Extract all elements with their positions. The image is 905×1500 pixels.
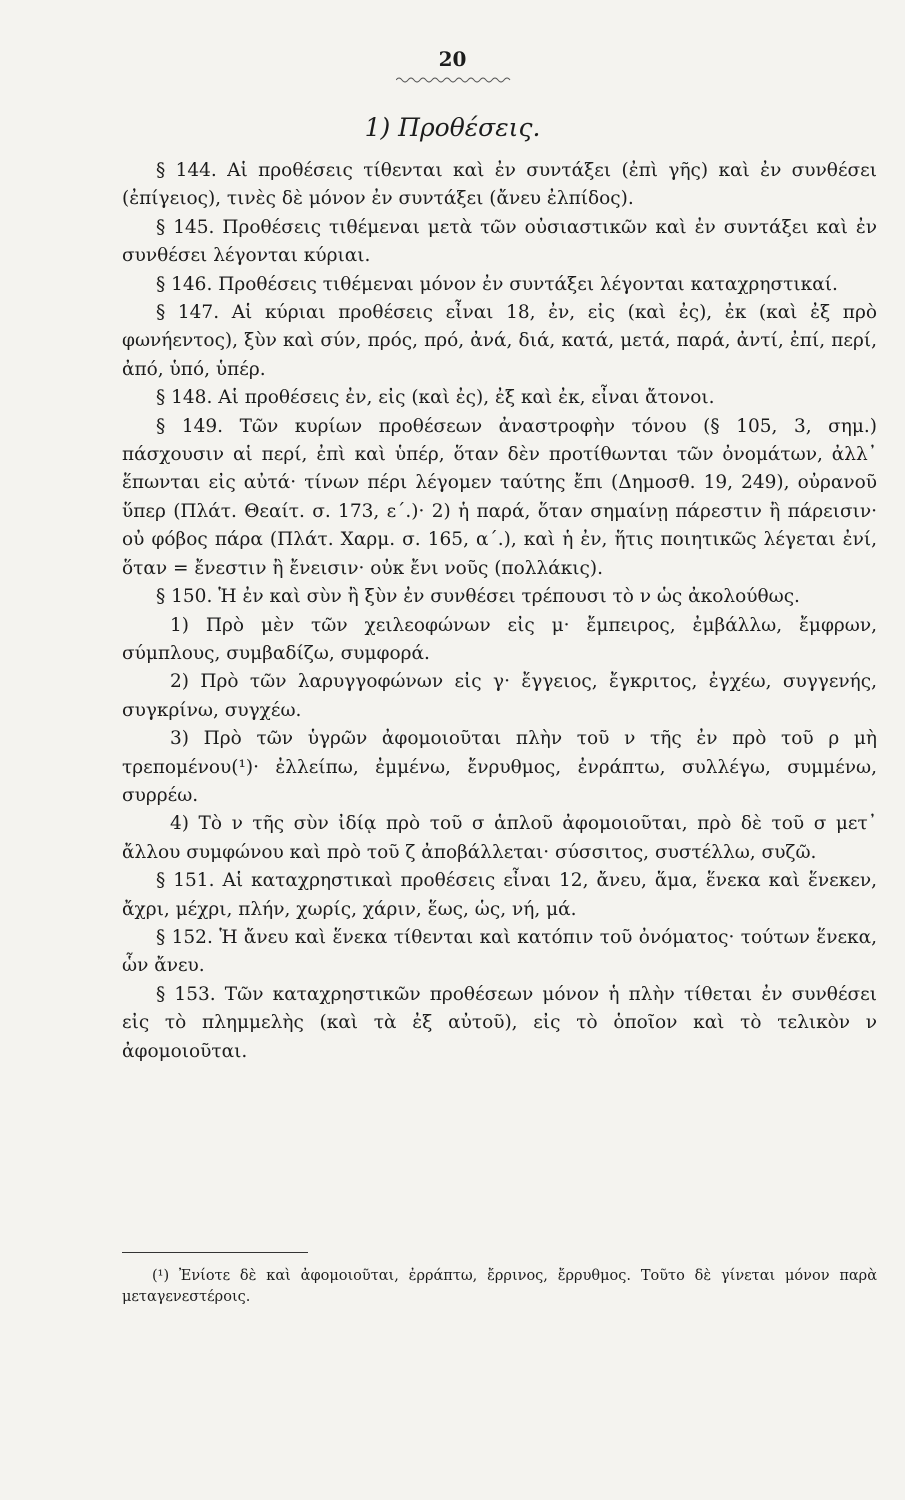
paragraph-152: § 152. Ἡ ἄνευ καὶ ἕνεκα τίθενται καὶ κατόπιν τοῦ ὀνόματος· τούτων ἕνεκα, ὧν ἄνευ.: [122, 926, 877, 977]
paragraph-145: § 145. Προθέσεις τιθέμεναι μετὰ τῶν οὐσιαστικῶν καὶ ἐν συντάξει καὶ ἐν συνθέσει λέγονται κύριαι.: [122, 216, 877, 267]
paragraph-151: § 151. Αἱ καταχρηστικαὶ προθέσεις εἶναι 12, ἄνευ, ἅμα, ἕνεκα καὶ ἕνεκεν, ἄχρι, μέχρι, πλήν, χωρίς, χάριν, ἕως, ὡς, νή, μά.: [122, 870, 877, 920]
paragraph-150-item-2: 2) Πρὸ τῶν λαρυγγοφώνων εἰς γ· ἔγγειος, ἔγκριτος, ἐγχέω, συγγενής, συγκρίνω, συγχέω.: [122, 671, 877, 721]
section-title: 1) Προθέσεις.: [364, 113, 541, 142]
paragraph-148: § 148. Αἱ προθέσεις ἐν, εἰς (καὶ ἐς), ἐξ καὶ ἐκ, εἶναι ἄτονοι.: [156, 387, 715, 409]
page-number: 20: [438, 47, 467, 71]
paragraph-146: § 146. Προθέσεις τιθέμεναι μόνον ἐν συντάξει λέγονται καταχρηστικαί.: [156, 273, 838, 295]
footnote: [122, 1266, 877, 1308]
paragraph-150: § 150. Ἡ ἐν καὶ σὺν ἢ ξὺν ἐν συνθέσει τρέπουσι τὸ ν ὡς ἀκολούθως.: [156, 586, 800, 608]
paragraph-144: § 144. Αἱ προθέσεις τίθενται καὶ ἐν συντάξει (ἐπὶ γῆς) καὶ ἐν συνθέσει (ἐπίγειος), τινὲς δὲ μόνον ἐν συντάξει (ἄνευ ἐλπίδος).: [122, 160, 877, 210]
footnote-divider: [122, 1252, 308, 1253]
footnote-text: (¹) Ἐνίοτε δὲ καὶ ἀφομοιοῦται, ἐρράπτω, ἔρρινος, ἔρρυθμος. Τοῦτο δὲ γίνεται μόνον παρὰ μεταγενεστέροις.: [122, 1268, 877, 1305]
paragraph-153: § 153. Τῶν καταχρηστικῶν προθέσεων μόνον ἡ πλὴν τίθεται ἐν συνθέσει εἰς τὸ πλημμελὴς (καὶ τὰ ἐξ αὐτοῦ), εἰς τὸ ὁποῖον καὶ τὸ τελικὸν ν ἀφομοιοῦται.: [122, 983, 877, 1062]
paragraph-149: § 149. Τῶν κυρίων προθέσεων ἀναστροφὴν τόνου (§ 105, 3, σημ.) πάσχουσιν αἱ περί, ἐπὶ καὶ ὑπέρ, ὅταν δὲν προτίθωνται τῶν ὀνομάτων, ἀλλ᾽ ἕπωνται εἰς αὐτά· τίνων πέρι λέγομεν ταύτης ἔπι (Δημοσθ. 19, 249), οὐρανοῦ ὕπερ (Πλάτ. Θεαίτ. σ. 173, ε΄.)· 2) ἡ παρά, ὅταν σημαίνῃ πάρεστιν ἢ πάρεισιν· οὐ φόβος πάρα (Πλάτ. Χαρμ. σ. 165, α΄.), καὶ ἡ ἐν, ἥτις ποιητικῶς λέγεται ἐνί, ὅταν = ἔνεστιν ἢ ἔνεισιν· οὐκ ἔνι νοῦς (πολλάκις).: [122, 415, 877, 579]
section-body: [122, 157, 877, 1066]
paragraph-150-item-3: 3) Πρὸ τῶν ὑγρῶν ἀφομοιοῦται πλὴν τοῦ ν τῆς ἐν πρὸ τοῦ ρ μὴ τρεπομένου(¹)· ἐλλείπω, ἐμμένω, ἔνρυθμος, ἐνράπτω, συλλέγω, συμμένω, συρρέω.: [122, 728, 877, 806]
paragraph-147: § 147. Αἱ κύριαι προθέσεις εἶναι 18, ἐν, εἰς (καὶ ἐς), ἐκ (καὶ ἐξ πρὸ φωνήεντος), ξὺν καὶ σύν, πρός, πρό, ἀνά, διά, κατά, μετά, παρά, ἀντί, ἐπί, περί, ἀπό, ὑπό, ὑπέρ.: [122, 302, 877, 380]
paragraph-150-item-4: 4) Τὸ ν τῆς σὺν ἰδίᾳ πρὸ τοῦ σ ἁπλοῦ ἀφομοιοῦται, πρὸ δὲ τοῦ σ μετ᾽ ἄλλου συμφώνου καὶ πρὸ τοῦ ζ ἀποβάλλεται· σύσσιτος, συστέλλω, συζῶ.: [122, 813, 877, 863]
wavy-ornament-icon: [396, 76, 511, 84]
paragraph-150-item-1: 1) Πρὸ μὲν τῶν χειλεοφώνων εἰς μ· ἔμπειρος, ἐμβάλλω, ἔμφρων, σύμπλους, συμβαδίζω, συμφορά.: [122, 614, 877, 664]
